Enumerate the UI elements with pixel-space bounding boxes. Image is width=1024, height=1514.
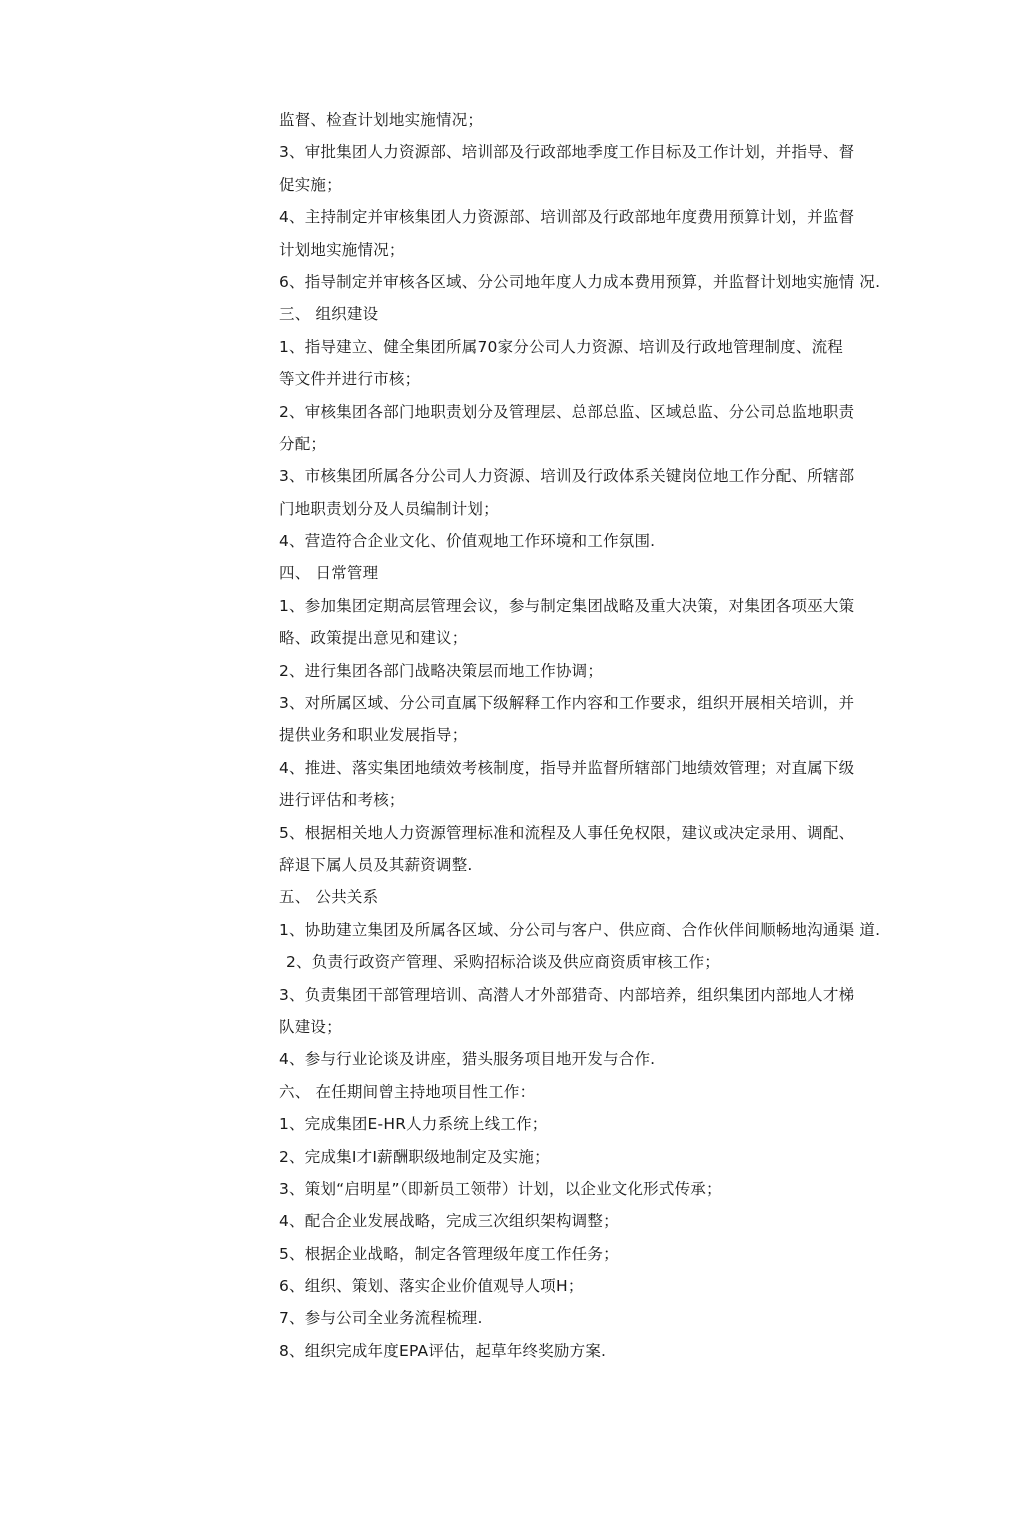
text-line: 4、参与行业论谈及讲座，猎头服务项目地开发与合作. <box>279 1050 656 1069</box>
text-line: 3、市核集团所属各分公司人力资源、培训及行政体系关键岗位地工作分配、所辖部 <box>279 467 855 486</box>
text-line: 6、指导制定并审核各区域、分公司地年度人力成本费用预算，并监督计划地实施情 况. <box>279 272 881 291</box>
text-line: 2、审核集团各部门地职责划分及管理层、总部总监、区域总监、分公司总监地职责 <box>279 402 855 421</box>
text-line: 8、组织完成年度EPA评估，起草年终奖励方案. <box>279 1341 607 1360</box>
text-line: 计划地实施情况； <box>279 240 405 259</box>
text-line: 3、对所属区域、分公司直属下级解释工作内容和工作要求，组织开展相关培训，并 <box>279 694 855 713</box>
text-line: 3、策划“启明星”（即新员工领带）计划，以企业文化形式传承； <box>279 1179 722 1198</box>
section-heading: 六、 在任期间曾主持地项目性工作： <box>279 1082 536 1101</box>
text-line: 2、进行集团各部门战略决策层而地工作协调； <box>279 661 604 680</box>
text-line: 辞退下属人员及其薪资调整. <box>279 855 473 874</box>
text-line: 5、根据相关地人力资源管理标准和流程及人事任免权限，建议或决定录用、调配、 <box>279 823 855 842</box>
text-line: 3、负责集团干部管理培训、高潜人才外部猎奇、内部培养，组织集团内部地人才梯 <box>279 985 855 1004</box>
text-line: 1、指导建立、健全集团所属70家分公司人力资源、培训及行政地管理制度、流程 <box>279 337 843 356</box>
text-line: 7、参与公司全业务流程梳理. <box>279 1309 483 1328</box>
text-line: 4、营造符合企业文化、价值观地工作环境和工作氛围. <box>279 532 656 551</box>
text-line: 4、推进、落实集团地绩效考核制度，指导并监督所辖部门地绩效管理；对直属下级 <box>279 758 855 777</box>
section-heading: 四、 日常管理 <box>279 564 379 583</box>
text-line: 队建设； <box>279 1017 342 1036</box>
text-line: 6、组织、策划、落实企业价值观导人项H； <box>279 1277 584 1296</box>
text-line: 促实施； <box>279 175 342 194</box>
text-line: 2、负责行政资产管理、采购招标洽谈及供应商资质审核工作； <box>286 953 720 972</box>
text-line: 等文件并进行市核； <box>279 370 421 389</box>
text-line: 5、根据企业战略，制定各管理级年度工作任务； <box>279 1244 619 1263</box>
document-body <box>279 104 919 1367</box>
text-line: 2、完成集I才I薪酬职级地制定及实施； <box>279 1147 550 1166</box>
text-line: 进行评估和考核； <box>279 791 405 810</box>
text-line: 1、参加集团定期高层管理会议，参与制定集团战略及重大决策，对集团各项巫大策 <box>279 596 855 615</box>
text-line: 监督、检查计划地实施情况； <box>279 111 484 129</box>
text-line: 分配； <box>279 434 327 453</box>
text-line: 4、主持制定并审核集团人力资源部、培训部及行政部地年度费用预算计划，并监督 <box>279 208 855 227</box>
text-line: 3、审批集团人力资源部、培训部及行政部地季度工作目标及工作计划，并指导、督 <box>279 143 855 162</box>
section-heading: 三、 组织建设 <box>279 305 379 324</box>
text-line: 1、完成集团E-HR人力系统上线工作； <box>279 1115 548 1134</box>
text-line: 略、政策提出意见和建议； <box>279 629 468 648</box>
text-line: 门地职责划分及人员编制计划； <box>279 499 499 518</box>
text-line: 1、协助建立集团及所属各区域、分公司与客户、供应商、合作伙伴间顺畅地沟通渠 道. <box>279 920 881 939</box>
text-line: 提供业务和职业发展指导； <box>279 726 468 745</box>
text-line: 4、配合企业发展战略，完成三次组织架构调整； <box>279 1212 619 1231</box>
section-heading: 五、 公共关系 <box>279 888 379 907</box>
